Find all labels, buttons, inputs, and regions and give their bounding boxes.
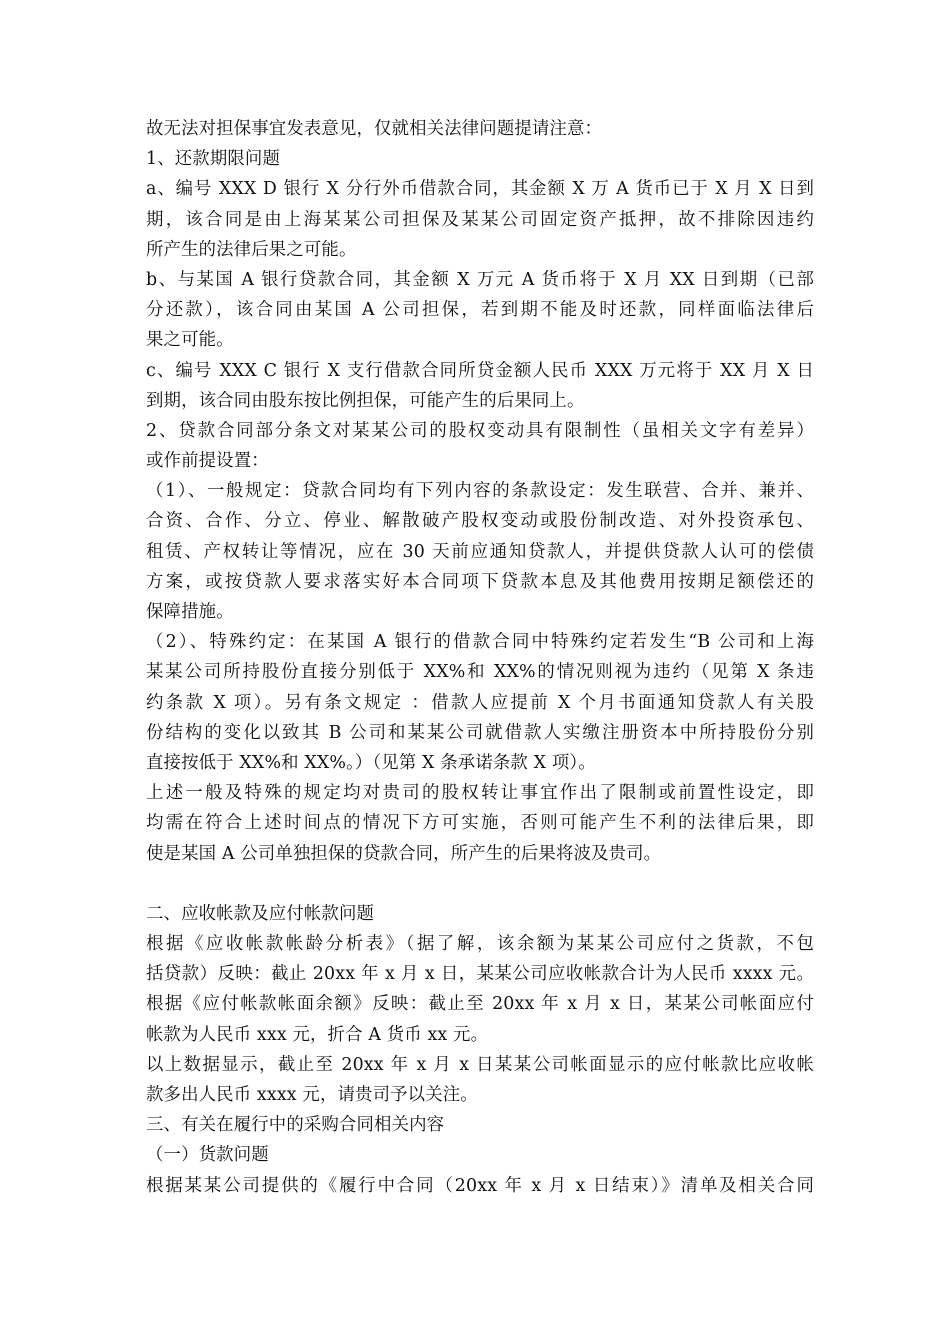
text-line: 均需在符合上述时间点的情况下方可实施，否则可能产生不利的法律后果，即 (146, 813, 814, 834)
text-line: 保障措施。 (146, 602, 234, 622)
text-line: 或作前提设置： (146, 451, 269, 472)
text-line: a、编号 XXX D 银行 X 分行外币借款合同，其金额 X 万 A 货币已于 X 月 X 日到 (146, 179, 814, 200)
text-line: 根据《应收帐款帐龄分析表》（据了解，该余额为某某公司应付之货款，不包 (146, 934, 814, 955)
text-line: 果之可能。 (146, 330, 234, 351)
text-line: 以上数据显示，截止至 20xx 年 x 月 x 日某某公司帐面显示的应付帐款比应收帐 (146, 1054, 814, 1075)
section-heading: 三、有关在履行中的采购合同相关内容 (146, 1115, 445, 1136)
text-line: 使是某国 A 公司单独担保的贷款合同，所产生的后果将波及贵司。 (146, 843, 662, 864)
section-heading: 1、还款期限问题 (146, 149, 280, 170)
document-body (146, 114, 814, 1201)
text-line: 根据《应付帐款帐面余额》反映：截止至 20xx 年 x 月 x 日，某某公司帐面应付 (146, 994, 814, 1015)
blank-line (146, 869, 814, 899)
text-line: 到期，该合同由股东按比例担保，可能产生的后果同上。 (146, 390, 585, 411)
text-line: 约条款 X 项）。另有条文规定 ：借款人应提前 X 个月书面通知贷款人有关股 (146, 692, 814, 713)
text-line: 帐款为人民币 xxx 元，折合 A 货币 xx 元。 (146, 1024, 489, 1045)
section-heading: 2、贷款合同部分条文对某某公司的股权变动具有限制性（虽相关文字有差异） (146, 420, 814, 441)
subsection-heading: （一）货款问题 (146, 1145, 269, 1166)
text-line: 括贷款）反映：截止 20xx 年 x 月 x 日，某某公司应收帐款合计为人民币 xxxx 元。 (146, 964, 814, 985)
text-line: （1）、一般规定：贷款合同均有下列内容的条款设定：发生联营、合并、兼并、 (146, 481, 814, 502)
text-line: 款多出人民币 xxxx 元，请贵司予以关注。 (146, 1085, 478, 1105)
text-line: 直接按低于 XX%和 XX%。）（见第 X 条承诺条款 X 项）。 (146, 752, 596, 773)
text-line: （2）、特殊约定：在某国 A 银行的借款合同中特殊约定若发生“B 公司和上海 (146, 632, 814, 653)
text-line: 分还款），该合同由某国 A 公司担保，若到期不能及时还款，同样面临法律后 (146, 300, 814, 321)
text-line: 份结构的变化以致其 B 公司和某某公司就借款人实缴注册资本中所持股份分别 (146, 722, 814, 743)
text-line: b、与某国 A 银行贷款合同，其金额 X 万元 A 货币将于 X 月 XX 日到期（已部 (146, 269, 814, 290)
section-heading: 二、应收帐款及应付帐款问题 (146, 903, 375, 924)
text-line: c、编号 XXX C 银行 X 支行借款合同所贷金额人民币 XXX 万元将于 XX 月 X 日 (146, 360, 814, 381)
text-line: 期，该合同是由上海某某公司担保及某某公司固定资产抵押，故不排除因违约 (146, 209, 814, 230)
text-line: 根据某某公司提供的《履行中合同（20xx 年 x 月 x 日结束）》清单及相关合同 (146, 1175, 814, 1196)
text-line: 某某公司所持股份直接分别低于 XX%和 XX%的情况则视为违约（见第 X 条违 (146, 662, 814, 683)
text-line: 方案，或按贷款人要求落实好本合同项下贷款本息及其他费用按期足额偿还的 (146, 571, 814, 592)
text-line: 上述一般及特殊的规定均对贵司的股权转让事宜作出了限制或前置性设定，即 (146, 783, 814, 804)
text-line: 租赁、产权转让等情况，应在 30 天前应通知贷款人，并提供贷款人认可的偿债 (146, 541, 814, 562)
text-line: 故无法对担保事宜发表意见，仅就相关法律问题提请注意： (146, 119, 603, 139)
text-line: 合资、合作、分立、停业、解散破产股权变动或股份制改造、对外投资承包、 (146, 511, 814, 532)
text-line: 所产生的法律后果之可能。 (146, 239, 357, 260)
